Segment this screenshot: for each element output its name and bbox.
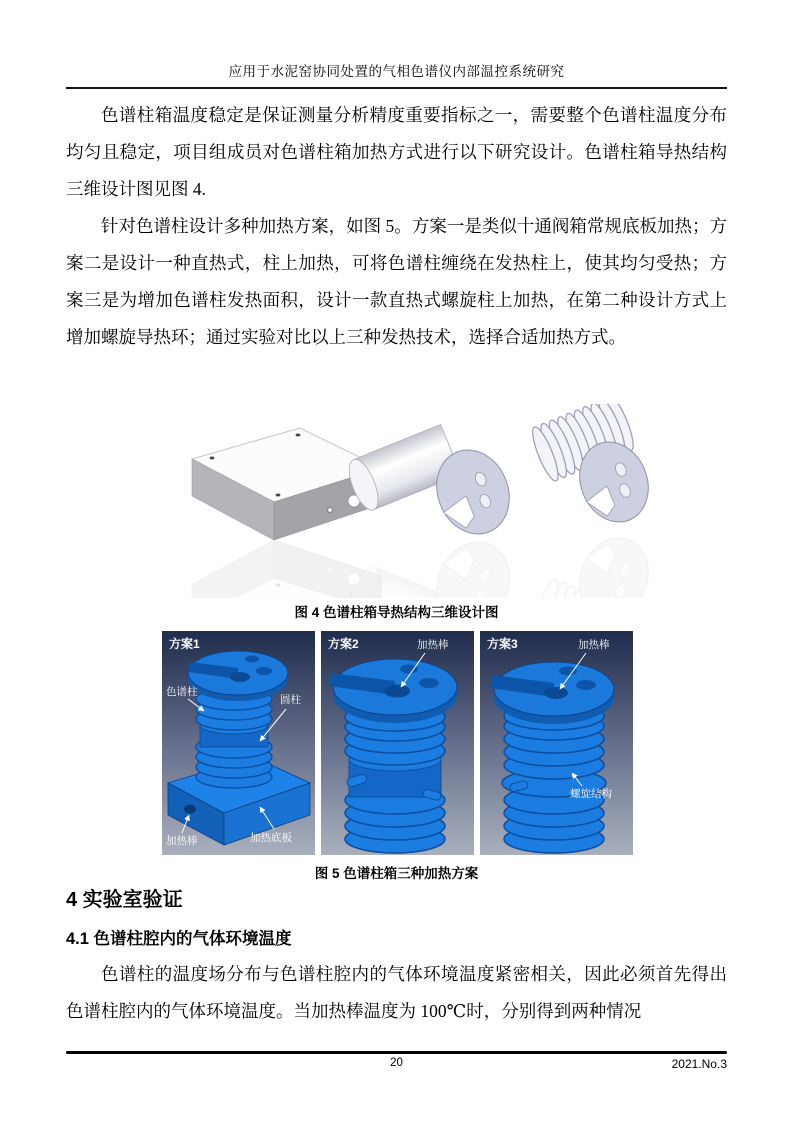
paragraph-3: 色谱柱的温度场分布与色谱柱腔内的气体环境温度紧密相关，因此必须首先得出色谱柱腔内的气体环境温度。当加热棒温度为 100℃时，分别得到两种情况	[66, 964, 727, 1021]
spiral-heat-column-model	[490, 662, 614, 853]
header-rule	[66, 87, 727, 89]
footer-rule	[66, 1051, 727, 1054]
figure4-image	[178, 404, 652, 598]
panel1-label-column: 色谱柱	[166, 686, 198, 698]
section-heading-4-1: 4.1 色谱柱腔内的气体环境温度	[66, 930, 292, 948]
footer-issue-label: 2021.No.3	[671, 1057, 727, 1071]
panel1-title: 方案1	[169, 637, 200, 651]
direct-heat-column-model	[329, 659, 457, 853]
panel2-title: 方案2	[328, 637, 359, 651]
figure4-cylinder-model	[343, 424, 521, 544]
paragraph-1: 色谱柱箱温度稳定是保证测量分析精度重要指标之一，需要整个色谱柱温度分布均匀且稳定，项目组成员对色谱柱箱加热方式进行以下研究设计。色谱柱箱导热结构三维设计图见图 4.	[66, 105, 727, 199]
paragraph-2: 针对色谱柱设计多种加热方案，如图 5。方案一是类似十通阀箱常规底板加热；方案二是设计一种直热式，柱上加热，可将色谱柱缠绕在发热柱上，使其均匀受热；方案三是为增加色谱柱发热面积，设计一款直热式螺旋柱上加热，在第二种设计方式上增加螺旋导热环；通过实验对比以上三种发热技术，选择合适加热方式。	[66, 216, 727, 347]
figure5-panel-2	[321, 631, 474, 855]
panel1-label-plate: 加热底板	[250, 832, 292, 844]
figure4-spiral-model	[528, 404, 652, 532]
figure4-svg	[178, 404, 652, 598]
figure4-cylinder-reflection	[343, 531, 521, 598]
figure4-caption: 图 4 色谱柱箱导热结构三维设计图	[294, 605, 499, 620]
panel1-label-cylinder: 圆柱	[280, 694, 301, 706]
figure5-panel-1	[162, 631, 315, 855]
footer-page-number: 20	[390, 1057, 403, 1069]
panel3-title: 方案3	[487, 637, 518, 651]
figure5-caption: 图 5 色谱柱箱三种加热方案	[314, 866, 479, 881]
panel3-label-rod: 加热棒	[578, 639, 610, 651]
panel3-label-spiral: 螺旋结构	[570, 788, 612, 800]
figure5-panel-3	[480, 631, 633, 855]
section-heading-4: 4 实验室验证	[66, 889, 183, 911]
panel1-label-rod: 加热棒	[166, 835, 198, 847]
panel2-label-rod: 加热棒	[417, 639, 449, 651]
figure4-spiral-reflection	[528, 528, 652, 598]
running-header-title: 应用于水泥窑协同处置的气相色谱仪内部温控系统研究	[228, 64, 565, 79]
figure5-image	[162, 631, 633, 855]
